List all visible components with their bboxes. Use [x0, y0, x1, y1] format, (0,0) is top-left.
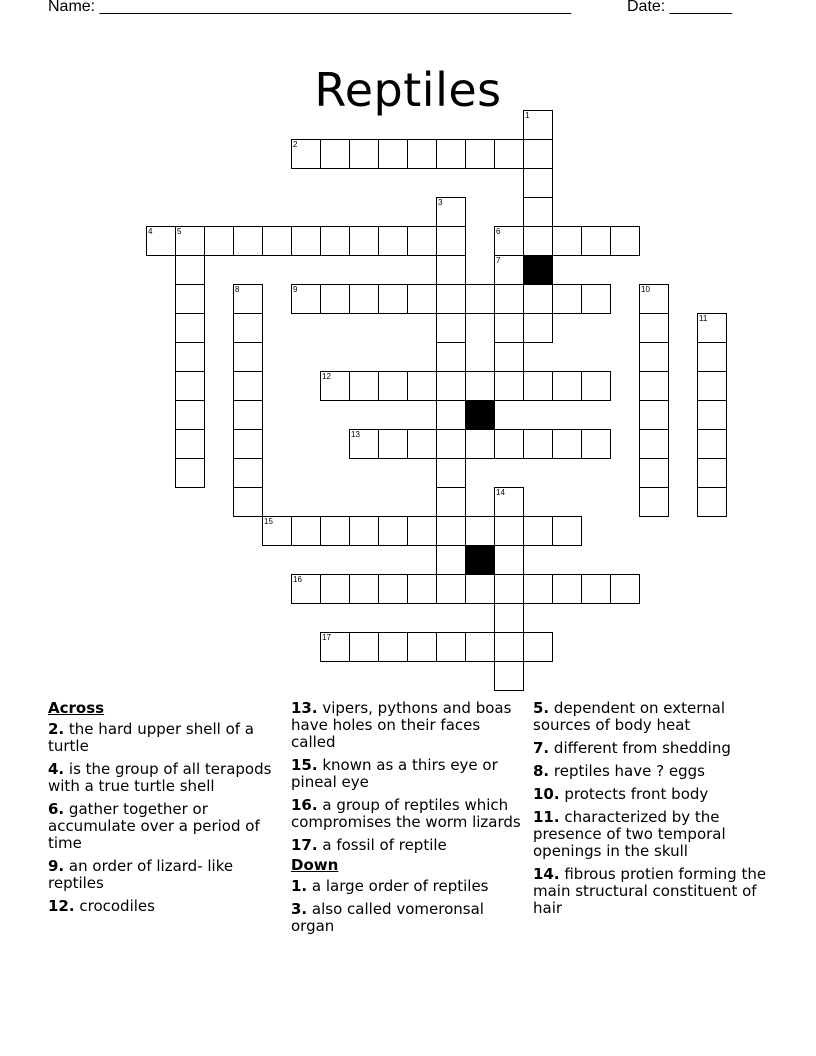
- grid-cell[interactable]: [552, 226, 582, 256]
- grid-cell[interactable]: [349, 516, 379, 546]
- clue-text: protects front body: [564, 785, 709, 803]
- grid-cell[interactable]: [494, 632, 524, 662]
- clue-number: 14.: [533, 865, 560, 883]
- grid-cell[interactable]: [407, 574, 437, 604]
- grid-cell[interactable]: [523, 110, 553, 140]
- grid-cell[interactable]: [436, 197, 466, 227]
- clue-text: a large order of reptiles: [311, 877, 489, 895]
- grid-cell[interactable]: [262, 226, 292, 256]
- grid-cell[interactable]: [175, 342, 205, 372]
- grid-cell[interactable]: [320, 284, 350, 314]
- grid-cell[interactable]: [320, 139, 350, 169]
- grid-cell[interactable]: [697, 400, 727, 430]
- grid-cell[interactable]: [494, 371, 524, 401]
- grid-cell[interactable]: [349, 226, 379, 256]
- clue-item: [48, 898, 284, 915]
- clue-number: 2.: [48, 720, 65, 738]
- black-cell: [523, 255, 553, 285]
- grid-cell[interactable]: [233, 371, 263, 401]
- cell-number: 8: [235, 285, 240, 294]
- grid-cell[interactable]: [639, 400, 669, 430]
- cell-number: 3: [438, 198, 443, 207]
- grid-cell[interactable]: [523, 284, 553, 314]
- grid-cell[interactable]: [291, 574, 321, 604]
- cell-number: 7: [496, 256, 501, 265]
- clue-number: 9.: [48, 857, 65, 875]
- clue-number: 7.: [533, 739, 550, 757]
- grid-cell[interactable]: [407, 284, 437, 314]
- grid-cell[interactable]: [494, 255, 524, 285]
- clue-number: 11.: [533, 808, 560, 826]
- clue-text: known as a thirs eye or pineal eye: [291, 756, 498, 791]
- grid-cell[interactable]: [436, 545, 466, 575]
- black-cell: [465, 400, 495, 430]
- clue-item: [291, 757, 527, 791]
- clue-number: 16.: [291, 796, 318, 814]
- grid-cell[interactable]: [378, 429, 408, 459]
- cell-number: 2: [293, 140, 298, 149]
- grid-cell[interactable]: [494, 429, 524, 459]
- grid-cell[interactable]: [436, 516, 466, 546]
- grid-cell[interactable]: [552, 371, 582, 401]
- cell-number: 9: [293, 285, 298, 294]
- grid-cell[interactable]: [465, 371, 495, 401]
- grid-cell[interactable]: [349, 429, 379, 459]
- grid-cell[interactable]: [552, 516, 582, 546]
- clue-item: [48, 721, 284, 755]
- grid-cell[interactable]: [407, 139, 437, 169]
- grid-cell[interactable]: [291, 516, 321, 546]
- grid-cell[interactable]: [581, 574, 611, 604]
- grid-cell[interactable]: [175, 429, 205, 459]
- grid-cell[interactable]: [581, 226, 611, 256]
- black-cell: [465, 545, 495, 575]
- grid-cell[interactable]: [378, 226, 408, 256]
- grid-cell[interactable]: [436, 487, 466, 517]
- clue-number: 5.: [533, 699, 550, 717]
- clue-item: [48, 761, 284, 795]
- grid-cell[interactable]: [233, 313, 263, 343]
- grid-cell[interactable]: [175, 458, 205, 488]
- grid-cell[interactable]: [552, 429, 582, 459]
- grid-cell[interactable]: [436, 371, 466, 401]
- grid-cell[interactable]: [523, 139, 553, 169]
- grid-cell[interactable]: [465, 516, 495, 546]
- clue-text: dependent on external sources of body heat: [533, 699, 726, 734]
- grid-cell[interactable]: [233, 400, 263, 430]
- grid-cell[interactable]: [175, 226, 205, 256]
- grid-cell[interactable]: [465, 139, 495, 169]
- clue-number: 8.: [533, 762, 550, 780]
- clue-text: crocodiles: [79, 897, 155, 915]
- grid-cell[interactable]: [494, 574, 524, 604]
- clue-item: [48, 801, 284, 852]
- cell-number: 17: [322, 633, 331, 642]
- clue-number: 1.: [291, 877, 308, 895]
- grid-cell[interactable]: [233, 487, 263, 517]
- grid-cell[interactable]: [233, 458, 263, 488]
- grid-cell[interactable]: [465, 284, 495, 314]
- grid-cell[interactable]: [465, 632, 495, 662]
- grid-cell[interactable]: [291, 139, 321, 169]
- grid-cell[interactable]: [436, 313, 466, 343]
- clue-text: reptiles have ? eggs: [553, 762, 705, 780]
- grid-cell[interactable]: [523, 574, 553, 604]
- grid-cell[interactable]: [697, 429, 727, 459]
- cell-number: 4: [148, 227, 153, 236]
- clue-item: [291, 878, 527, 895]
- grid-cell[interactable]: [697, 342, 727, 372]
- grid-cell[interactable]: [494, 313, 524, 343]
- cell-number: 10: [641, 285, 650, 294]
- grid-cell[interactable]: [407, 371, 437, 401]
- grid-cell[interactable]: [436, 632, 466, 662]
- grid-cell[interactable]: [436, 139, 466, 169]
- grid-cell[interactable]: [494, 226, 524, 256]
- clue-number: 13.: [291, 699, 318, 717]
- clue-column-1: [48, 700, 284, 921]
- cell-number: 15: [264, 517, 273, 526]
- grid-cell[interactable]: [639, 429, 669, 459]
- clue-item: [533, 700, 769, 734]
- grid-cell[interactable]: [233, 226, 263, 256]
- grid-cell[interactable]: [639, 487, 669, 517]
- grid-cell[interactable]: [494, 516, 524, 546]
- grid-cell[interactable]: [233, 284, 263, 314]
- grid-cell[interactable]: [552, 284, 582, 314]
- grid-cell[interactable]: [552, 574, 582, 604]
- grid-cell[interactable]: [349, 284, 379, 314]
- grid-cell[interactable]: [494, 545, 524, 575]
- clue-text: is the group of all terapods with a true turtle shell: [48, 760, 272, 795]
- grid-cell[interactable]: [523, 516, 553, 546]
- grid-cell[interactable]: [378, 574, 408, 604]
- down-heading: Down: [291, 856, 339, 874]
- across-heading: Across: [48, 699, 105, 717]
- grid-cell[interactable]: [523, 313, 553, 343]
- grid-cell[interactable]: [407, 226, 437, 256]
- grid-cell[interactable]: [407, 516, 437, 546]
- clue-text: the hard upper shell of a turtle: [48, 720, 254, 755]
- grid-cell[interactable]: [639, 342, 669, 372]
- clue-text: also called vomeronsal organ: [291, 900, 484, 935]
- grid-cell[interactable]: [697, 313, 727, 343]
- clue-item: [533, 809, 769, 860]
- date-field[interactable]: Date: _______: [627, 0, 732, 15]
- grid-cell[interactable]: [523, 226, 553, 256]
- clue-text: a fossil of reptile: [322, 836, 447, 854]
- clue-item: [533, 866, 769, 917]
- clue-text: gather together or accumulate over a period of time: [48, 800, 260, 852]
- clue-number: 12.: [48, 897, 75, 915]
- grid-cell[interactable]: [639, 458, 669, 488]
- grid-cell[interactable]: [407, 429, 437, 459]
- clue-text: characterized by the presence of two temporal openings in the skull: [533, 808, 726, 860]
- grid-cell[interactable]: [378, 632, 408, 662]
- grid-cell[interactable]: [494, 487, 524, 517]
- grid-cell[interactable]: [697, 458, 727, 488]
- grid-cell[interactable]: [465, 574, 495, 604]
- grid-cell[interactable]: [523, 371, 553, 401]
- grid-cell[interactable]: [175, 255, 205, 285]
- grid-cell[interactable]: [494, 342, 524, 372]
- grid-cell[interactable]: [523, 429, 553, 459]
- grid-cell[interactable]: [407, 632, 437, 662]
- clue-item: [533, 740, 769, 757]
- grid-cell[interactable]: [349, 139, 379, 169]
- clue-column-3: [533, 700, 769, 923]
- clue-number: 15.: [291, 756, 318, 774]
- grid-cell[interactable]: [204, 226, 234, 256]
- grid-cell[interactable]: [465, 429, 495, 459]
- clue-number: 6.: [48, 800, 65, 818]
- grid-cell[interactable]: [233, 429, 263, 459]
- grid-cell[interactable]: [320, 371, 350, 401]
- grid-cell[interactable]: [610, 226, 640, 256]
- grid-cell[interactable]: [436, 400, 466, 430]
- grid-cell[interactable]: [436, 284, 466, 314]
- clue-number: 10.: [533, 785, 560, 803]
- grid-cell[interactable]: [639, 284, 669, 314]
- cell-number: 16: [293, 575, 302, 584]
- clue-text: vipers, pythons and boas have holes on their faces called: [291, 699, 512, 751]
- grid-cell[interactable]: [320, 516, 350, 546]
- grid-cell[interactable]: [378, 284, 408, 314]
- grid-cell[interactable]: [146, 226, 176, 256]
- clue-text: an order of lizard- like reptiles: [48, 857, 234, 892]
- clue-item: [291, 901, 527, 935]
- grid-cell[interactable]: [697, 371, 727, 401]
- clue-text: a group of reptiles which compromises the worm lizards: [291, 796, 521, 831]
- grid-cell[interactable]: [349, 371, 379, 401]
- grid-cell[interactable]: [320, 226, 350, 256]
- grid-cell[interactable]: [320, 574, 350, 604]
- page-title: Reptiles: [314, 62, 502, 117]
- grid-cell[interactable]: [523, 168, 553, 198]
- grid-cell[interactable]: [610, 574, 640, 604]
- grid-cell[interactable]: [494, 284, 524, 314]
- grid-cell[interactable]: [581, 429, 611, 459]
- clue-item: [291, 700, 527, 751]
- grid-cell[interactable]: [262, 516, 292, 546]
- grid-cell[interactable]: [581, 284, 611, 314]
- grid-cell[interactable]: [291, 226, 321, 256]
- clue-item: [291, 797, 527, 831]
- grid-cell[interactable]: [436, 574, 466, 604]
- grid-cell[interactable]: [436, 226, 466, 256]
- grid-cell[interactable]: [639, 313, 669, 343]
- grid-cell[interactable]: [378, 139, 408, 169]
- grid-cell[interactable]: [494, 661, 524, 691]
- grid-cell[interactable]: [175, 284, 205, 314]
- cell-number: 14: [496, 488, 505, 497]
- grid-cell[interactable]: [436, 429, 466, 459]
- grid-cell[interactable]: [523, 197, 553, 227]
- clue-item: [533, 763, 769, 780]
- cell-number: 13: [351, 430, 360, 439]
- clue-column-2: [291, 700, 527, 941]
- grid-cell[interactable]: [436, 342, 466, 372]
- grid-cell[interactable]: [436, 255, 466, 285]
- cell-number: 5: [177, 227, 182, 236]
- grid-cell[interactable]: [175, 400, 205, 430]
- grid-cell[interactable]: [436, 458, 466, 488]
- grid-cell[interactable]: [639, 371, 669, 401]
- cell-number: 12: [322, 372, 331, 381]
- grid-cell[interactable]: [378, 371, 408, 401]
- clue-number: 4.: [48, 760, 65, 778]
- clue-item: [48, 858, 284, 892]
- grid-cell[interactable]: [581, 371, 611, 401]
- grid-cell[interactable]: [349, 632, 379, 662]
- clue-item: [291, 837, 527, 854]
- grid-cell[interactable]: [494, 139, 524, 169]
- clue-item: [533, 786, 769, 803]
- grid-cell[interactable]: [349, 574, 379, 604]
- grid-cell[interactable]: [233, 342, 263, 372]
- clue-number: 3.: [291, 900, 308, 918]
- clue-text: fibrous protien forming the main structural constituent of hair: [533, 865, 767, 917]
- grid-cell[interactable]: [175, 371, 205, 401]
- cell-number: 11: [699, 314, 708, 323]
- name-field[interactable]: Name: _____________________________________________________: [48, 0, 572, 15]
- grid-cell[interactable]: [378, 516, 408, 546]
- grid-cell[interactable]: [523, 632, 553, 662]
- cell-number: 6: [496, 227, 501, 236]
- grid-cell[interactable]: [291, 284, 321, 314]
- clue-text: different from shedding: [553, 739, 731, 757]
- grid-cell[interactable]: [320, 632, 350, 662]
- cell-number: 1: [525, 111, 530, 120]
- clue-number: 17.: [291, 836, 318, 854]
- grid-cell[interactable]: [697, 487, 727, 517]
- grid-cell[interactable]: [494, 603, 524, 633]
- grid-cell[interactable]: [175, 313, 205, 343]
